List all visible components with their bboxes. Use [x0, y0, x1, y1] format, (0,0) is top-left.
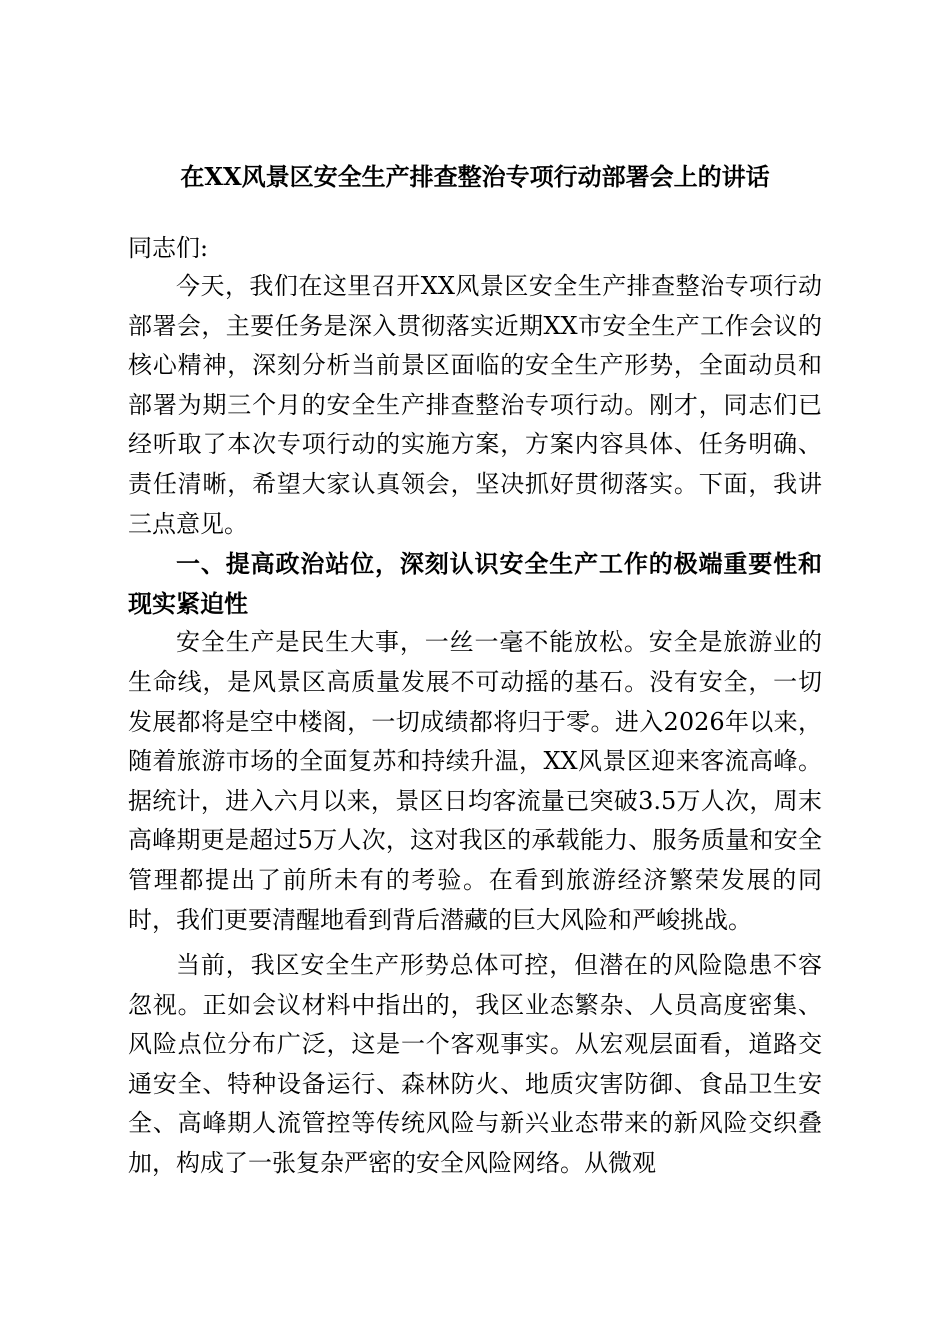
- paragraph-opening: 今天，我们在这里召开XX风景区安全生产排查整治专项行动部署会，主要任务是深入贯彻落实近期XX市安全生产工作会议的核心精神，深刻分析当前景区面临的安全生产形势，全面动员和部署为期三个月的安全生产排查整治专项行动。刚才，同志们已经听取了本次专项行动的实施方案，方案内容具体、任务明确、责任清晰，希望大家认真领会，坚决抓好贯彻落实。下面，我讲三点意见。: [128, 272, 822, 538]
- paragraph-current-situation: 当前，我区安全生产形势总体可控，但潜在的风险隐患不容忽视。正如会议材料中指出的，我区业态繁杂、人员高度密集、风险点位分布广泛，这是一个客观事实。从宏观层面看，道路交通安全、特种设备运行、森林防火、地质灾害防御、食品卫生安全、高峰期人流管控等传统风险与新兴业态带来的新风险交织叠加，构成了一张复杂严密的安全风险网络。从微观: [128, 951, 822, 1178]
- salutation: 同志们:: [128, 234, 209, 262]
- section-heading-1: 一、提高政治站位，深刻认识安全生产工作的极端重要性和现实紧迫性: [128, 549, 822, 618]
- document-title: 在XX风景区安全生产排查整治专项行动部署会上的讲话: [180, 162, 770, 191]
- document-body: [128, 158, 822, 1184]
- paragraph-safety-importance: 安全生产是民生大事，一丝一毫不能放松。安全是旅游业的生命线，是风景区高质量发展不可动摇的基石。没有安全，一切发展都将是空中楼阁，一切成绩都将归于零。进入2026年以来，随着旅游市场的全面复苏和持续升温，XX风景区迎来客流高峰。据统计，进入六月以来，景区日均客流量已突破3.5万人次，周末高峰期更是超过5万人次，这对我区的承载能力、服务质量和安全管理都提出了前所未有的考验。在看到旅游经济繁荣发展的同时，我们更要清醒地看到背后潜藏的巨大风险和严峻挑战。: [128, 628, 822, 934]
